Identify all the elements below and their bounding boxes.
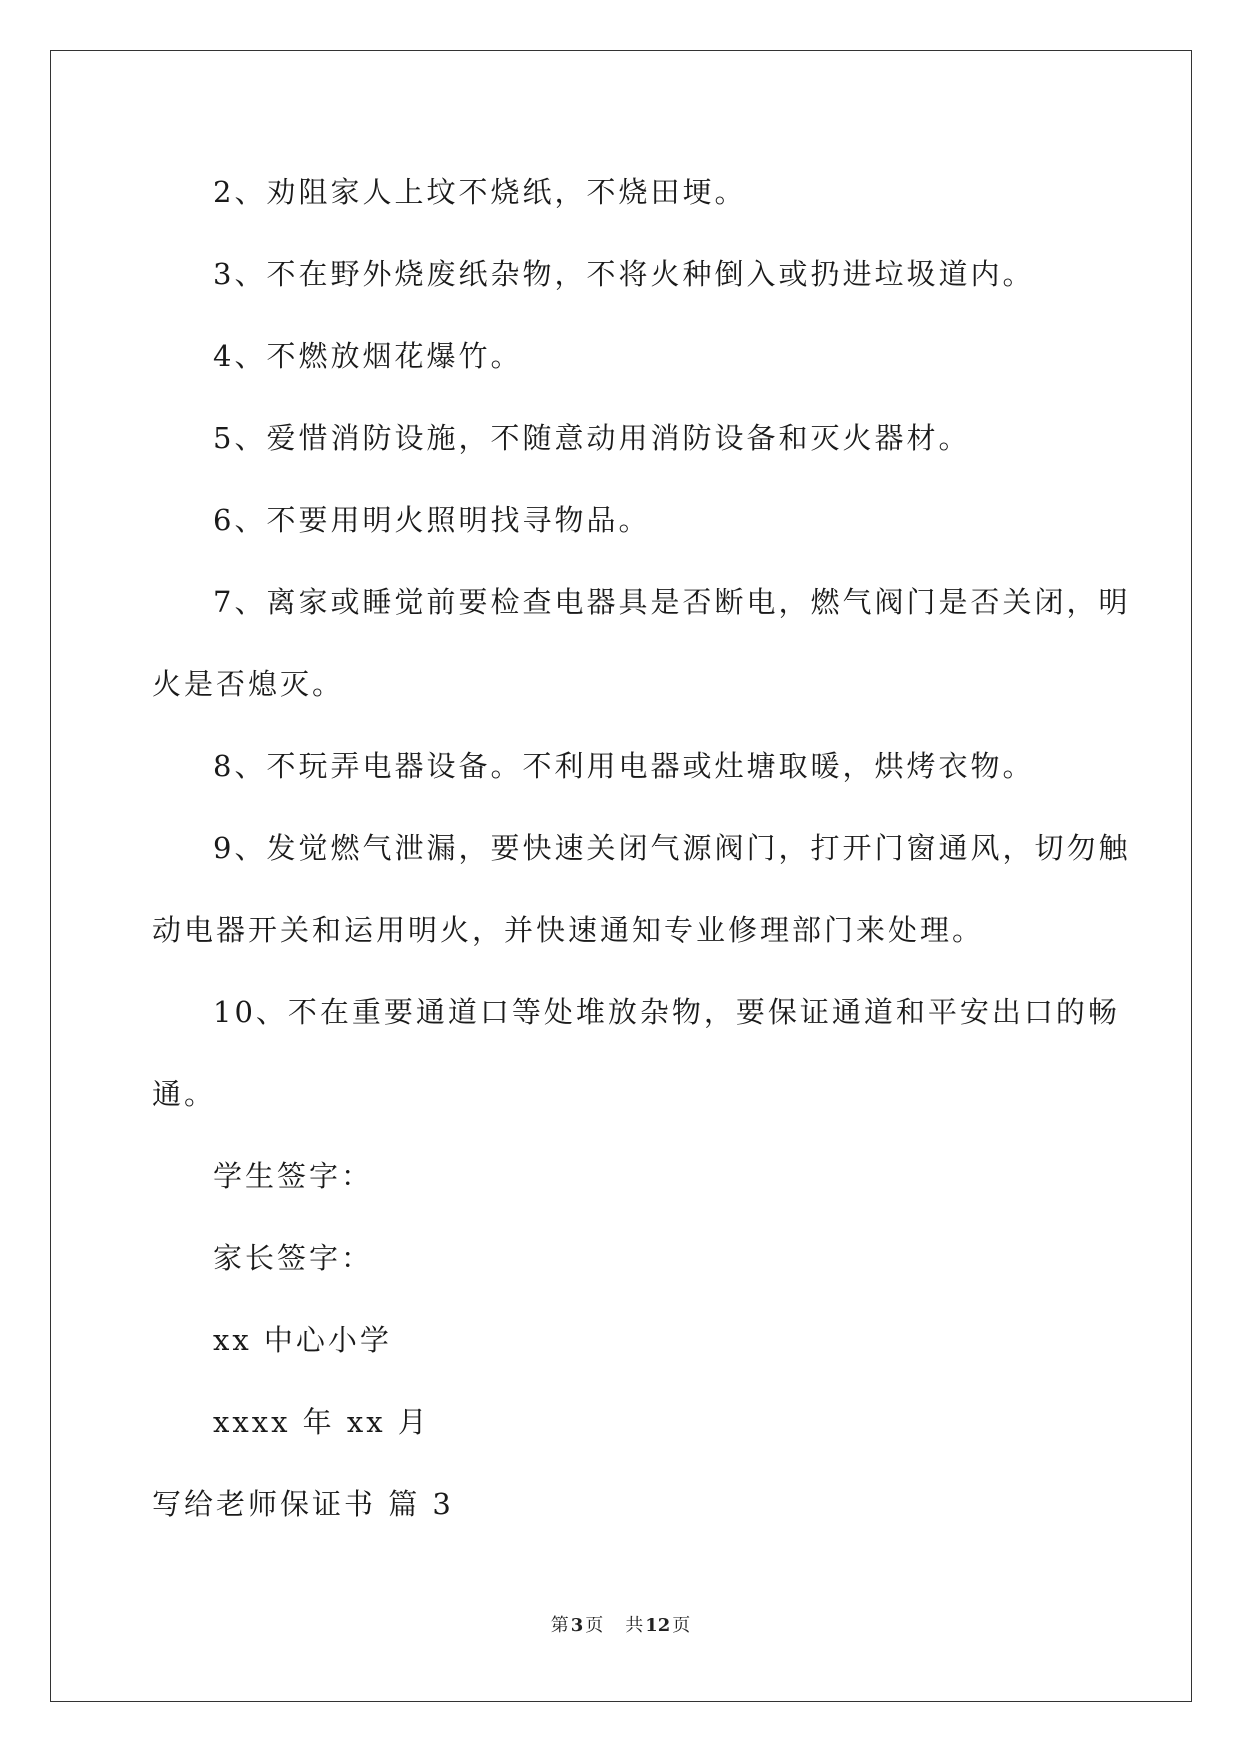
item-9-line-2: 动电器开关和运用明火，并快速通知专业修理部门来处理。 [152, 913, 985, 947]
page-prefix: 第 [550, 1615, 569, 1636]
item-8: 8、不玩弄电器设备。不利用电器或灶塘取暖，烘烤衣物。 [213, 749, 1035, 783]
item-4: 4、不燃放烟花爆竹。 [213, 339, 523, 373]
parent-signature-label: 家长签字： [213, 1241, 374, 1275]
total-prefix: 共 [625, 1615, 644, 1636]
item-3: 3、不在野外烧废纸杂物，不将火种倒入或扔进垃圾道内。 [213, 257, 1035, 291]
item-2: 2、劝阻家人上坟不烧纸，不烧田埂。 [213, 175, 747, 209]
school-name: xx 中心小学 [213, 1323, 392, 1357]
total-suffix: 页 [672, 1615, 691, 1636]
student-signature-label: 学生签字： [213, 1159, 374, 1193]
section-heading: 写给老师保证书 篇 3 [152, 1487, 454, 1521]
item-5: 5、爱惜消防设施，不随意动用消防设备和灭火器材。 [213, 421, 971, 455]
item-9-line-1: 9、发觉燃气泄漏，要快速关闭气源阀门，打开门窗通风，切勿触 [213, 831, 1131, 865]
item-7-line-2: 火是否熄灭。 [152, 667, 345, 701]
page-total: 12 [645, 1615, 671, 1636]
item-7-line-1: 7、离家或睡觉前要检查电器具是否断电，燃气阀门是否关闭，明 [213, 585, 1131, 619]
page-border [50, 50, 1192, 1702]
item-10-line-1: 10、不在重要通道口等处堆放杂物，要保证通道和平安出口的畅 [213, 995, 1120, 1029]
item-10-line-2: 通。 [152, 1077, 217, 1111]
page-footer [0, 1614, 1241, 1638]
item-6: 6、不要用明火照明找寻物品。 [213, 503, 651, 537]
date-line: xxxx 年 xx 月 [213, 1405, 430, 1439]
page-suffix: 页 [585, 1615, 604, 1636]
page-current: 3 [570, 1615, 584, 1636]
